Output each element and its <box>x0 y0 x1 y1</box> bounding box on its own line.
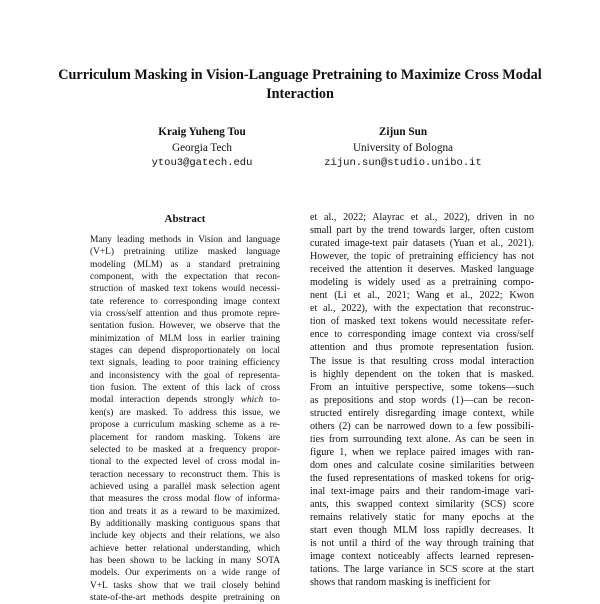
text-line: ence to corresponding image context via cross/self <box>310 329 534 341</box>
text-line: state-of-the-art methods despite pretraining on <box>90 592 280 603</box>
text-line: ants, this swapped context similarity (SCS) score <box>310 499 534 511</box>
text-line: is highly dependent on the token that is masked. <box>310 368 534 380</box>
text-line: and inconsistency with the goal of representa- <box>90 370 280 381</box>
text-line: V+L tasks show that we trail closely behind <box>90 580 280 591</box>
text-line: include key objects and their relations, we also <box>90 531 280 542</box>
text-line: image context noticeably affects learned represen- <box>310 551 534 563</box>
text-line: remains relatively static for many epochs at the <box>310 512 534 524</box>
abstract-heading: Abstract <box>164 213 206 225</box>
text-line: tate reference to corresponding image context <box>90 296 280 307</box>
abstract-text <box>90 234 280 604</box>
text-line: sentation fusion. However, we observe that the <box>90 321 280 332</box>
text-line: small part by the trend towards larger, often custom <box>310 225 534 237</box>
text-line: et al., 2022), with the expectation that reconstruc- <box>310 303 534 315</box>
text-line: (V+L) pretraining utilize masked language <box>90 247 280 258</box>
text-line: start even though MLM loss rapidly decreases. It <box>310 525 534 537</box>
text-line: others (2) can be narrowed down to a few possibili- <box>310 420 534 432</box>
text-line: dom ones and calculate cosine similarities between <box>310 459 534 471</box>
text-line: tion of masked text tokens would necessitate refer- <box>310 316 534 328</box>
text-line: structed entirely disregarding image context, while <box>310 407 534 419</box>
body-text-column <box>310 211 534 589</box>
text-line: tion fusion. The extent of this lack of cross <box>90 383 280 394</box>
text-line: is not until a third of the way through training that <box>310 538 534 550</box>
text-line: the fused representations of masked tokens for orig- <box>310 472 534 484</box>
text-line: received the attention it deserves. Masked language <box>310 264 534 276</box>
text-line: modeling is widely used as a pretraining compo- <box>310 277 534 289</box>
author-email: ytou3@gatech.edu <box>151 157 253 169</box>
text-line: curated image-text pair datasets (Yuan et al., 2021). <box>310 238 534 250</box>
author-affiliation: University of Bologna <box>352 141 454 154</box>
author-name: Zijun Sun <box>378 126 428 138</box>
author-affiliation: Georgia Tech <box>171 141 232 154</box>
text-line: modeling (MLM) as a standard pretraining <box>90 259 280 270</box>
text-line: nent (Li et al., 2021; Wang et al., 2022; Kwon <box>310 290 534 302</box>
text-line: via cross/self attention and thus promote repre- <box>90 309 280 320</box>
text-line: teraction necessary to reconstruct them. This is <box>90 469 280 480</box>
text-line: tional to the expected level of cross modal in- <box>90 457 280 468</box>
author-email: zijun.sun@studio.unibo.it <box>324 157 482 169</box>
text-line: achieve better relational understanding, which <box>90 543 280 554</box>
paper-title: Curriculum Masking in Vision-Language Pretraining to Maximize Cross Modal Interaction <box>58 67 542 102</box>
text-line: as prepositions and stop words (1)—can be recon- <box>310 394 534 406</box>
text-line: stages can depend disproportionately on local <box>90 346 280 357</box>
text-line: attention and thus promote representation fusion. <box>310 342 534 354</box>
text-line: models. Our experiments on a wide range of <box>90 568 280 579</box>
text-line: propose a curriculum masking scheme as a re- <box>90 420 280 431</box>
text-line: placement for random masking. Tokens are <box>90 432 280 443</box>
text-line: text signals, leading to poor training efficiency <box>90 358 280 369</box>
text-line: tations. The large variance in SCS score at the start <box>310 564 534 576</box>
text-line: The issue is that resulting cross modal interaction <box>310 355 534 367</box>
text-line: Many leading methods in Vision and language <box>90 235 280 245</box>
text-line: has been shown to be lacking in many SOTA <box>90 555 280 566</box>
text-line: By additionally masking contiguous spans that <box>90 518 280 529</box>
text-line: From an intuitive perspective, some tokens—such <box>310 381 534 393</box>
author-block-1 <box>87 125 317 172</box>
text-line: selected to be masked at a frequency propor- <box>90 444 280 455</box>
text-line: et al., 2022; Alayrac et al., 2022), driven in no <box>310 212 534 223</box>
text-line: achieved using a parallel mask selection agent <box>90 481 280 492</box>
text-line: However, the topic of pretraining efficiency has not <box>310 251 534 263</box>
text-line: that measures the cross modal flow of informa- <box>90 494 280 505</box>
text-line: shows that random masking is inefficient for <box>310 577 491 589</box>
text-line: minimization of MLM loss in earlier training <box>90 333 280 344</box>
text-line: ken(s) are masked. To address this issue, we <box>90 407 280 418</box>
text-line: modal interaction depends strongly which to- <box>90 395 280 406</box>
text-line: component, with the expectation that recon- <box>90 272 280 283</box>
author-block-2 <box>288 125 518 172</box>
text-line: ties from surrounding text alone. As can be seen in <box>310 433 534 445</box>
author-name: Kraig Yuheng Tou <box>158 126 246 138</box>
text-line: struction of masked text tokens would necessi- <box>90 284 280 295</box>
text-line: tion and treats it as a reward to be maximized. <box>90 506 280 517</box>
text-line: figure 1, when we replace paired images with ran- <box>310 446 534 458</box>
text-line: inal text-image pairs and their random-image vari- <box>310 485 534 497</box>
